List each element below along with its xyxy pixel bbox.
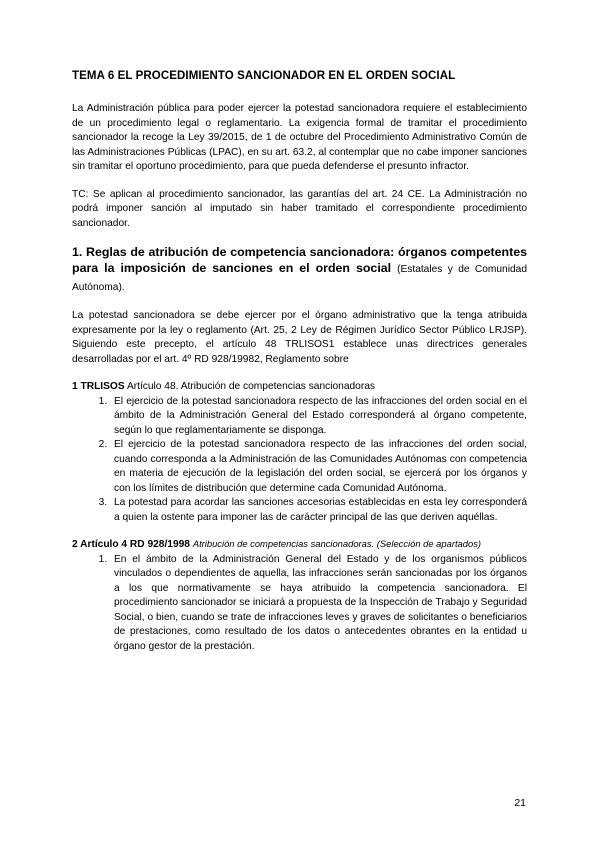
rd-list — [72, 553, 527, 655]
list-item: 1. En el ámbito de la Administración General del Estado y de los organismos públicos vinculados o dependientes de aquella, las infracciones serán sancionadas por los órganos a los que normativamente se haya atribuido la competencia sancionadora. El procedimiento sancionador se iniciará a propuesta de la Inspección de Trabajo y Seguridad Social, o bien, cuando se trate de infracciones leves y graves de solicitantes o beneficiarios de prestaciones, como resultado de los datos o antecedentes obrantes en la entidad u órgano gestor de la prestación. — [110, 553, 527, 655]
section-1-paragraph: La potestad sancionadora se debe ejercer por el órgano administrativo que la tenga atribuida expresamente por la ley o reglamento (Art. 25, 2 Ley de Régimen Jurídico Sector Público LRJSP). Siguiendo este precepto, el artículo 48 TRLISOS1 establece unas directrices generales desarrolladas por el art. 4º RD 928/19982, Reglamento sobre — [72, 310, 527, 365]
intro-paragraph: La Administración pública para poder ejercer la potestad sancionadora requiere el establecimiento de un procedimiento legal o reglamentario. La exigencia formal de tramitar el procedimiento sancionador la recoge la Ley 39/2015, de 1 de octubre del Procedimiento Administrativo Común de las Administraciones Públicas (LPAC), en su art. 63.2, al contemplar que no cabe imponer sanciones sin tramitar el oportuno procedimiento, para que pueda defenderse el presunto infractor. — [72, 103, 527, 172]
list-item: 2. El ejercicio de la potestad sancionadora respecto de las infracciones del orden social, cuando corresponda a la Administración de las Comunidades Autónomas con competencia en materia de ejecución de la legislación del orden social, se ejercerá por los órganos y con los límites de distribución que determine cada Comunidad Autónoma. — [110, 438, 527, 496]
section-1-title: 1. Reglas de atribución de competencia sancionadora: órganos competentes para la imposición de sanciones en el orden social — [72, 245, 527, 275]
trlisos-list — [72, 395, 527, 526]
rd-subtitle: Atribución de competencias sancionadoras. (Selección de apartados) — [192, 538, 482, 549]
page-title: TEMA 6 EL PROCEDIMIENTO SANCIONADOR EN EL ORDEN SOCIAL — [72, 70, 456, 82]
trlisos-label: 1 TRLISOS — [72, 381, 125, 392]
rd-heading — [72, 537, 527, 553]
page-number: 21 — [514, 797, 526, 809]
tc-paragraph: TC: Se aplican al procedimiento sancionador, las garantías del art. 24 CE. La Administración no podrá imponer sanción al imputado sin haber tramitado el correspondiente procedimiento sancionador. — [72, 188, 527, 229]
trlisos-article: Artículo 48. Atribución de competencias sancionadoras — [126, 381, 375, 392]
list-item: 3. La potestad para acordar las sanciones accesorias establecidas en esta ley corresponderá a quien la ostente para imponer las de carácter principal de las que deriven aquéllas. — [110, 496, 527, 525]
page-content — [72, 70, 527, 666]
section-1-note: (Estatales y de Comunidad Autónoma). — [72, 264, 527, 293]
list-item: 1. El ejercicio de la potestad sancionadora respecto de las infracciones del orden social en el ámbito de la Administración General del Estado corresponderá al órgano competente, según lo que reglamentariamente se disponga. — [110, 395, 527, 439]
rd-label: 2 Artículo 4 RD 928/1998 — [72, 539, 190, 550]
trlisos-heading — [72, 380, 527, 395]
section-1-heading — [72, 244, 527, 296]
